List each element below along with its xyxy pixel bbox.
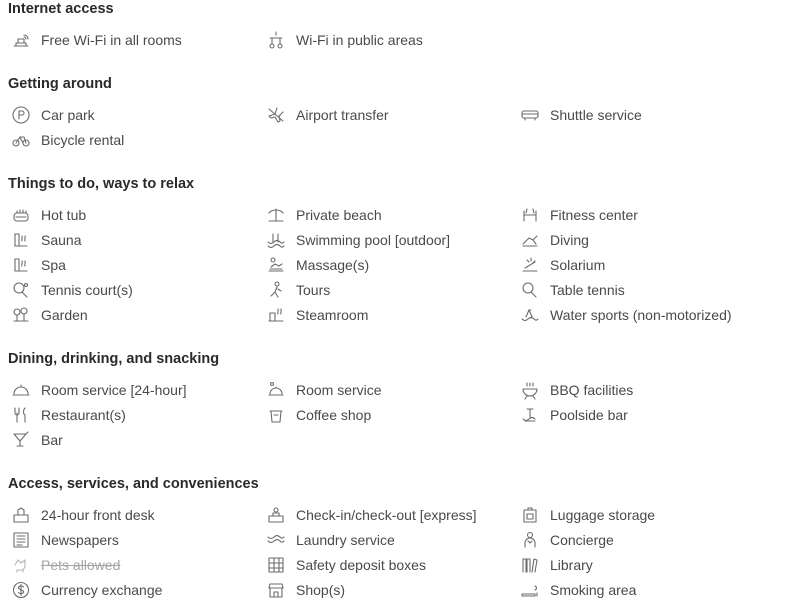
facility-label: 24-hour front desk: [41, 507, 155, 523]
steamroom-icon: [265, 305, 287, 325]
facility-label: Check-in/check-out [express]: [296, 507, 477, 523]
facility-label: Restaurant(s): [41, 407, 126, 423]
facility-grid: [8, 380, 788, 455]
room-service-24-icon: [10, 380, 32, 400]
facility-grid: [8, 205, 788, 330]
section-title: Access, services, and conveniences: [8, 476, 259, 492]
facility-label: BBQ facilities: [550, 382, 634, 398]
facility-item: [10, 305, 88, 325]
section-title: Internet access: [8, 1, 114, 17]
concierge-icon: [519, 530, 541, 550]
facility-section: [8, 75, 788, 155]
facility-item: [265, 255, 369, 275]
shop-icon: [265, 580, 287, 600]
facility-label: Safety deposit boxes: [296, 557, 426, 573]
facility-item: [10, 430, 63, 450]
airplane-icon: [265, 105, 287, 125]
facility-label: Hot tub: [41, 207, 87, 223]
facility-label: Currency exchange: [41, 582, 163, 598]
facility-item: [519, 505, 655, 525]
facility-item: [519, 580, 636, 600]
facility-item: [265, 530, 395, 550]
facility-label: Steamroom: [296, 307, 369, 323]
facility-label: Library: [550, 557, 593, 573]
facility-label: Poolside bar: [550, 407, 628, 423]
facility-item: [519, 280, 625, 300]
garden-icon: [10, 305, 32, 325]
pool-icon: [265, 230, 287, 250]
facility-label: Fitness center: [550, 207, 638, 223]
facility-item: [519, 305, 732, 325]
facility-item: [265, 305, 368, 325]
tours-icon: [265, 280, 287, 300]
facility-item: [265, 405, 371, 425]
facility-label: Solarium: [550, 257, 606, 273]
facility-item: [10, 280, 133, 300]
front-desk-icon: [10, 505, 32, 525]
facility-item: [265, 105, 389, 125]
facility-label: Bicycle rental: [41, 132, 125, 148]
wifi-public-icon: [265, 30, 287, 50]
facility-section: [8, 175, 788, 330]
facility-item: [519, 405, 628, 425]
facility-section: [8, 475, 788, 605]
facility-item: [10, 105, 95, 125]
facility-label: Tennis court(s): [41, 282, 133, 298]
facility-grid: [8, 30, 788, 55]
restaurant-icon: [10, 405, 32, 425]
bbq-icon: [519, 380, 541, 400]
facility-label: Luggage storage: [550, 507, 656, 523]
facility-label: Coffee shop: [296, 407, 372, 423]
smoking-icon: [519, 580, 541, 600]
facility-section: [8, 350, 788, 455]
facility-item: [265, 505, 477, 525]
bicycle-icon: [10, 130, 32, 150]
facility-label: Free Wi-Fi in all rooms: [41, 32, 182, 48]
facility-label: Garden: [41, 307, 88, 323]
poolside-bar-icon: [519, 405, 541, 425]
facility-item: [519, 255, 605, 275]
luggage-icon: [519, 505, 541, 525]
facility-item: [10, 30, 182, 50]
facility-item: [265, 230, 450, 250]
facility-item: [265, 280, 330, 300]
facility-item: [519, 205, 638, 225]
facility-label: Newspapers: [41, 532, 119, 548]
facility-label: Wi-Fi in public areas: [296, 32, 423, 48]
newspaper-icon: [10, 530, 32, 550]
beach-icon: [265, 205, 287, 225]
facility-section: [8, 0, 788, 55]
facility-item: [10, 580, 162, 600]
facility-item: [519, 530, 614, 550]
hot-tub-icon: [10, 205, 32, 225]
facility-item: [519, 105, 642, 125]
facility-item: [265, 380, 382, 400]
coffee-icon: [265, 405, 287, 425]
section-title: Getting around: [8, 76, 112, 92]
table-tennis-icon: [519, 280, 541, 300]
facility-item: [519, 230, 589, 250]
facility-label: Private beach: [296, 207, 382, 223]
facility-item: [10, 530, 119, 550]
laundry-icon: [265, 530, 287, 550]
diving-icon: [519, 230, 541, 250]
facility-item: [519, 555, 593, 575]
facility-grid: [8, 105, 788, 155]
facility-label: Bar: [41, 432, 63, 448]
facility-item: [265, 30, 423, 50]
facility-label: Car park: [41, 107, 95, 123]
shuttle-icon: [519, 105, 541, 125]
tennis-icon: [10, 280, 32, 300]
facility-label: Smoking area: [550, 582, 637, 598]
facility-label: Room service [24-hour]: [41, 382, 187, 398]
spa-icon: [10, 255, 32, 275]
facility-item: [10, 405, 126, 425]
currency-icon: [10, 580, 32, 600]
facility-label: Water sports (non-motorized): [550, 307, 732, 323]
facility-label: Tours: [296, 282, 331, 298]
facility-item: [265, 555, 426, 575]
section-title: Things to do, ways to relax: [8, 176, 195, 192]
facility-label: Swimming pool [outdoor]: [296, 232, 451, 248]
facility-item: [10, 205, 86, 225]
sauna-icon: [10, 230, 32, 250]
facility-label: Room service: [296, 382, 382, 398]
safe-box-icon: [265, 555, 287, 575]
fitness-icon: [519, 205, 541, 225]
pets-icon: [10, 555, 32, 575]
check-in-icon: [265, 505, 287, 525]
massage-icon: [265, 255, 287, 275]
facility-grid: [8, 505, 788, 605]
facility-label: Airport transfer: [296, 107, 389, 123]
cocktail-icon: [10, 430, 32, 450]
facility-label: Pets allowed: [41, 557, 121, 573]
facility-item: [265, 205, 382, 225]
parking-icon: [10, 105, 32, 125]
facility-item: [10, 555, 120, 575]
facility-label: Massage(s): [296, 257, 370, 273]
facility-item: [10, 255, 66, 275]
facility-item: [10, 505, 155, 525]
facility-label: Sauna: [41, 232, 82, 248]
facility-label: Table tennis: [550, 282, 625, 298]
facility-label: Shop(s): [296, 582, 346, 598]
solarium-icon: [519, 255, 541, 275]
facility-label: Spa: [41, 257, 66, 273]
water-sports-icon: [519, 305, 541, 325]
section-title: Dining, drinking, and snacking: [8, 351, 220, 367]
wifi-room-icon: [10, 30, 32, 50]
library-icon: [519, 555, 541, 575]
facility-item: [10, 230, 81, 250]
facility-label: Laundry service: [296, 532, 395, 548]
facility-item: [10, 130, 124, 150]
facility-item: [519, 380, 633, 400]
facility-label: Diving: [550, 232, 589, 248]
facility-label: Concierge: [550, 532, 614, 548]
facility-label: Shuttle service: [550, 107, 642, 123]
facility-item: [10, 380, 187, 400]
facility-item: [265, 580, 345, 600]
room-service-icon: [265, 380, 287, 400]
